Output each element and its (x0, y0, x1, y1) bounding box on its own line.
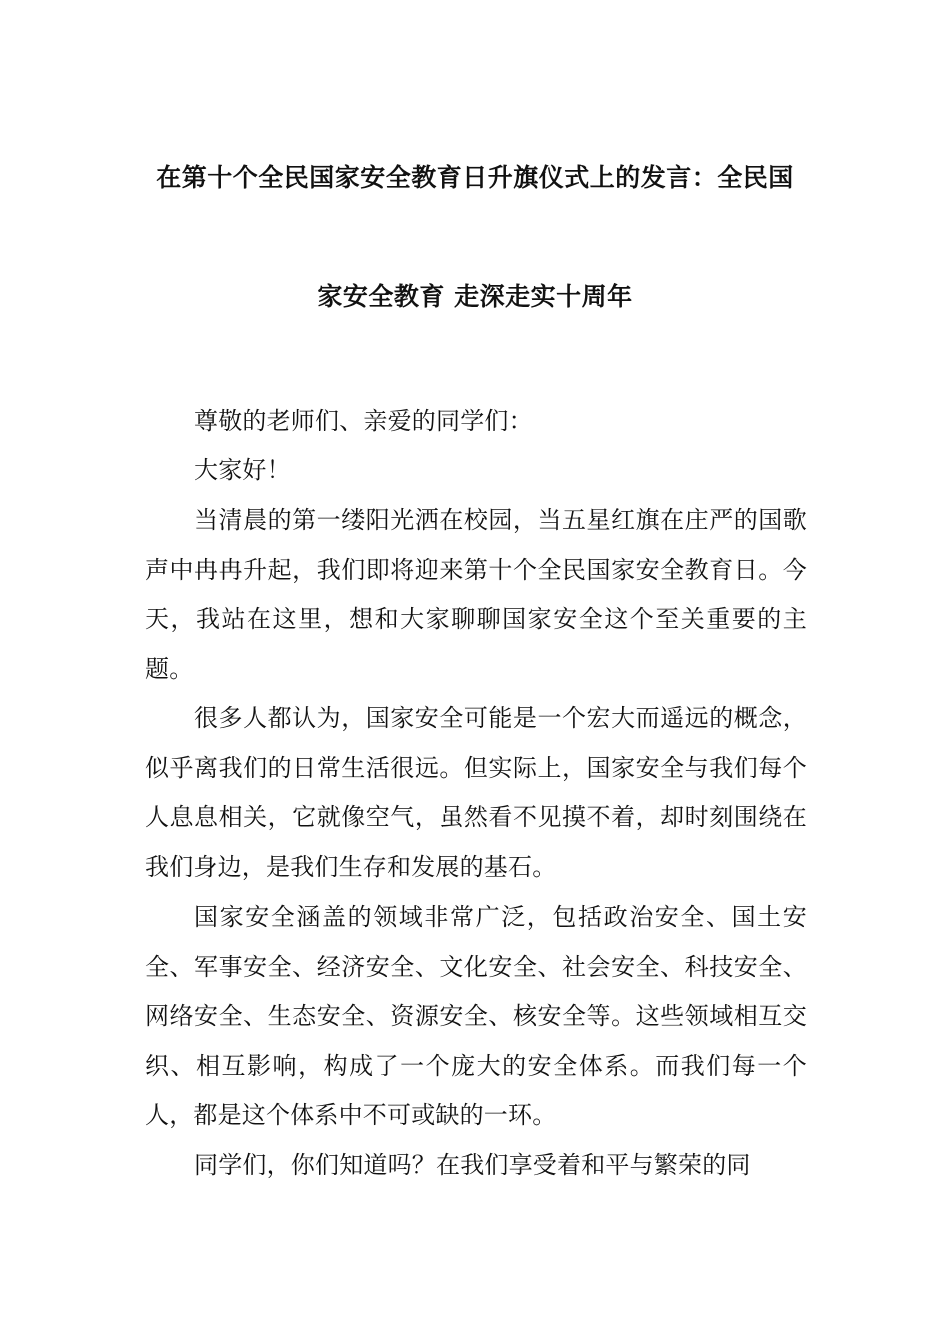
paragraph-domains: 国家安全涵盖的领域非常广泛，包括政治安全、国土安全、军事安全、经济安全、文化安全、社会安全、科技安全、网络安全、生态安全、资源安全、核安全等。这些领域相互交织、相互影响，构成了一个庞大的安全体系。而我们每一个人，都是这个体系中不可或缺的一环。 (145, 903, 807, 1130)
document-title-line-2: 家安全教育 走深走实十周年 (317, 282, 633, 311)
paragraph-concept: 很多人都认为，国家安全可能是一个宏大而遥远的概念，似乎离我们的日常生活很远。但实际上，国家安全与我们每个人息息相关，它就像空气，虽然看不见摸不着，却时刻围绕在我们身边，是我们生存和发展的基石。 (145, 704, 807, 881)
paragraph-question: 同学们，你们知道吗？在我们享受着和平与繁荣的同 (194, 1151, 751, 1179)
paragraph-opening: 当清晨的第一缕阳光洒在校园，当五星红旗在庄严的国歌声中冉冉升起，我们即将迎来第十个全民国家安全教育日。今天，我站在这里，想和大家聊聊国家安全这个至关重要的主题。 (145, 506, 807, 683)
document-title-line-1: 在第十个全民国家安全教育日升旗仪式上的发言：全民国 (156, 163, 794, 192)
paragraph-greeting: 大家好！ (194, 456, 291, 484)
paragraph-salutation: 尊敬的老师们、亲爱的同学们： (194, 407, 533, 435)
